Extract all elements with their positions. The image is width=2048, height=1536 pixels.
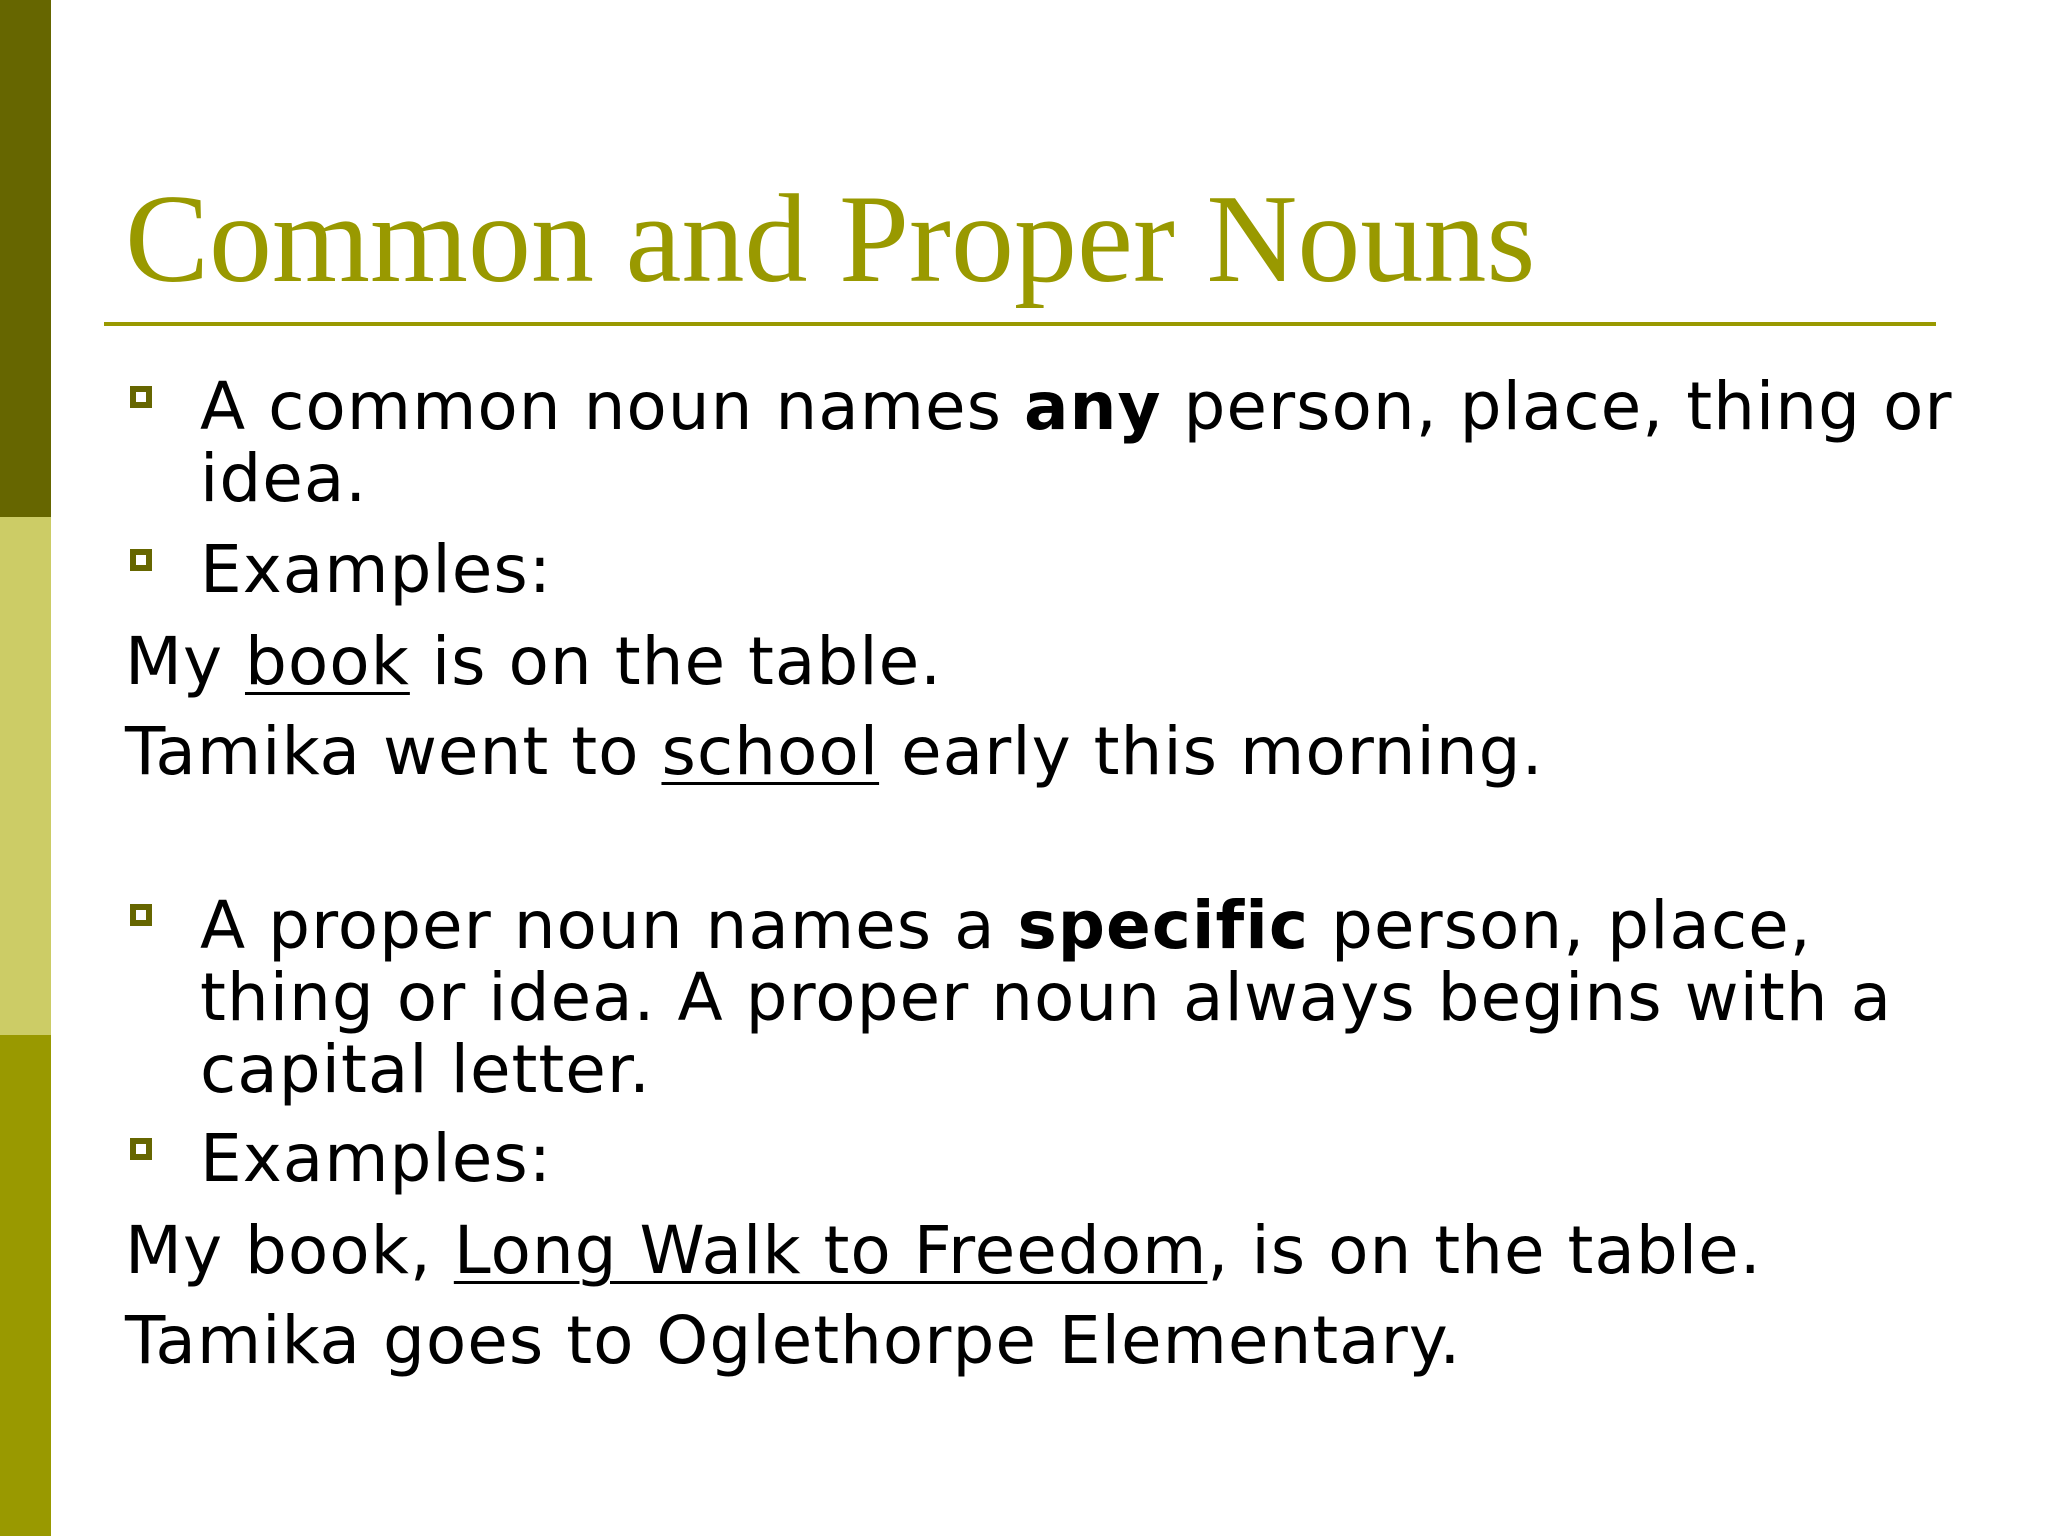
- common-example-2: Tamika went to school early this morning.: [125, 713, 1544, 790]
- side-bar-middle: [0, 517, 51, 1035]
- common-noun-definition: A common noun names any person, place, thing or idea.: [200, 368, 1953, 517]
- slide-title: Common and Proper Nouns: [125, 170, 1536, 309]
- square-bullet-icon: [130, 1138, 152, 1160]
- proper-examples-label: Examples:: [200, 1120, 552, 1197]
- square-bullet-icon: [130, 386, 152, 408]
- proper-noun-definition: A proper noun names a specific person, place, thing or idea. A proper noun always begins with a capital letter.: [200, 887, 1893, 1108]
- proper-example-1: My book, Long Walk to Freedom, is on the table.: [125, 1212, 1762, 1289]
- underlined-noun: school: [661, 713, 880, 790]
- square-bullet-icon: [130, 549, 152, 571]
- common-example-1: My book is on the table.: [125, 623, 943, 700]
- side-bar-bottom: [0, 1035, 51, 1536]
- emphasis-specific: specific: [1017, 887, 1310, 964]
- square-bullet-icon: [130, 904, 152, 926]
- title-divider: [104, 322, 1936, 326]
- common-examples-label: Examples:: [200, 531, 552, 608]
- proper-example-2: Tamika goes to Oglethorpe Elementary.: [125, 1302, 1462, 1379]
- underlined-noun: book: [244, 623, 410, 700]
- underlined-noun: Long Walk to Freedom: [453, 1212, 1208, 1289]
- side-bar-top: [0, 0, 51, 517]
- emphasis-any: any: [1023, 368, 1162, 445]
